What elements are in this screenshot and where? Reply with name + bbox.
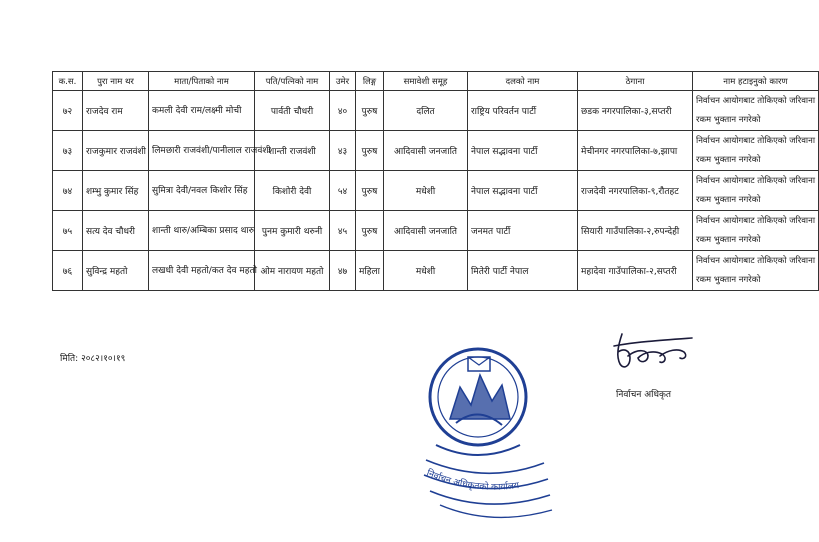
cell-group: आदिवासी जनजाति (384, 211, 468, 251)
cell-sn: ७४ (53, 171, 83, 211)
cell-gender: पुरुष (356, 131, 384, 171)
cell-reason (693, 91, 819, 131)
reason-line: निर्वाचन आयोगबाट तोकिएको जरिवाना (696, 175, 816, 186)
cell-group: दलित (384, 91, 468, 131)
reason-line: निर्वाचन आयोगबाट तोकिएको जरिवाना (696, 215, 816, 226)
header-party: दलको नाम (468, 72, 578, 91)
date-line: मिति: २०८२।१०।१९ (60, 354, 126, 364)
cell-sn: ७२ (53, 91, 83, 131)
table-row (53, 171, 819, 211)
signer-title: निर्वाचन अधिकृत (616, 390, 672, 400)
header-spouse: पति/पत्निको नाम (255, 72, 330, 91)
reason-line: निर्वाचन आयोगबाट तोकिएको जरिवाना (696, 95, 816, 106)
cell-spouse: पुनम कुमारी थरुनी (255, 211, 330, 251)
header-parents: माता/पिताको नाम (149, 72, 255, 91)
header-gender: लिङ्ग (356, 72, 384, 91)
svg-text:निर्वाचन अधिकृतको कार्यालय (425, 467, 521, 493)
cell-address: राजदेवी नगरपालिका-९,रौतहट (578, 171, 693, 211)
cell-address: महादेवा गाउँपालिका-२,सप्तरी (578, 251, 693, 291)
header-age: उमेर (330, 72, 356, 91)
cell-sn: ७३ (53, 131, 83, 171)
cell-age: ५४ (330, 171, 356, 211)
cell-spouse: ओम नारायण महतो (255, 251, 330, 291)
cell-group: मधेशी (384, 171, 468, 211)
cell-reason (693, 251, 819, 291)
reason-line: रकम भुक्तान नगरेको (696, 154, 761, 165)
cell-age: ४० (330, 91, 356, 131)
cell-address: मेचीनगर नगरपालिका-७,झापा (578, 131, 693, 171)
table-row (53, 131, 819, 171)
cell-reason (693, 211, 819, 251)
cell-party: नेपाल सद्भावना पार्टी (468, 131, 578, 171)
header-reason: नाम हटाइनुको कारण (693, 72, 819, 91)
reason-line: रकम भुक्तान नगरेको (696, 114, 761, 125)
cell-group: मधेशी (384, 251, 468, 291)
cell-gender: महिला (356, 251, 384, 291)
cell-reason (693, 171, 819, 211)
cell-parents: कमली देवी राम/लक्ष्मी मोची (149, 91, 255, 131)
reason-line: रकम भुक्तान नगरेको (696, 194, 761, 205)
cell-age: ४७ (330, 251, 356, 291)
cell-parents: सुमित्रा देवी/नवल किशोर सिंह (149, 171, 255, 211)
cell-parents: लखधी देवी महतो/कत देव महतो (149, 251, 255, 291)
cell-spouse: पार्वती चौधरी (255, 91, 330, 131)
seal-text: निर्वाचन अधिकृतको कार्यालय (424, 468, 520, 493)
reason-line: निर्वाचन आयोगबाट तोकिएको जरिवाना (696, 255, 816, 266)
cell-name: सत्य देव चौधरी (83, 211, 149, 251)
cell-party: राष्ट्रिय परिवर्तन पार्टी (468, 91, 578, 131)
cell-address: सियारी गाउँपालिका-२,रुपन्देही (578, 211, 693, 251)
signature-icon (604, 326, 696, 376)
cell-name: राजदेव राम (83, 91, 149, 131)
cell-parents: शान्ती थारु/अम्बिका प्रसाद थारु (149, 211, 255, 251)
removed-candidates-table (52, 71, 819, 291)
header-sn: क.स. (53, 72, 83, 91)
cell-party: मितेरी पार्टी नेपाल (468, 251, 578, 291)
cell-age: ४३ (330, 131, 356, 171)
cell-name: राजकुमार राजवंशी (83, 131, 149, 171)
cell-spouse: किशोरी देवी (255, 171, 330, 211)
table-row (53, 91, 819, 131)
header-address: ठेगाना (578, 72, 693, 91)
reason-line: निर्वाचन आयोगबाट तोकिएको जरिवाना (696, 135, 816, 146)
table-header-row (53, 72, 819, 91)
cell-gender: पुरुष (356, 91, 384, 131)
cell-gender: पुरुष (356, 211, 384, 251)
table-row (53, 251, 819, 291)
cell-age: ४५ (330, 211, 356, 251)
cell-parents: लिमछारी राजवंशी/पानीलाल राजवंशी (149, 131, 255, 171)
reason-line: रकम भुक्तान नगरेको (696, 234, 761, 245)
cell-sn: ७६ (53, 251, 83, 291)
header-group: समावेशी समूह (384, 72, 468, 91)
cell-gender: पुरुष (356, 171, 384, 211)
cell-party: नेपाल सद्भावना पार्टी (468, 171, 578, 211)
cell-party: जनमत पार्टी (468, 211, 578, 251)
cell-spouse: शान्ती राजवंशी (255, 131, 330, 171)
header-name: पुरा नाम थर (83, 72, 149, 91)
cell-group: आदिवासी जनजाति (384, 131, 468, 171)
cell-sn: ७५ (53, 211, 83, 251)
table-row (53, 211, 819, 251)
official-seal-icon (416, 335, 566, 530)
cell-address: छडक नगरपालिका-३,सप्तरी (578, 91, 693, 131)
cell-reason (693, 131, 819, 171)
cell-name: शम्भु कुमार सिंह (83, 171, 149, 211)
cell-name: सुविन्द्र महतो (83, 251, 149, 291)
reason-line: रकम भुक्तान नगरेको (696, 274, 761, 285)
